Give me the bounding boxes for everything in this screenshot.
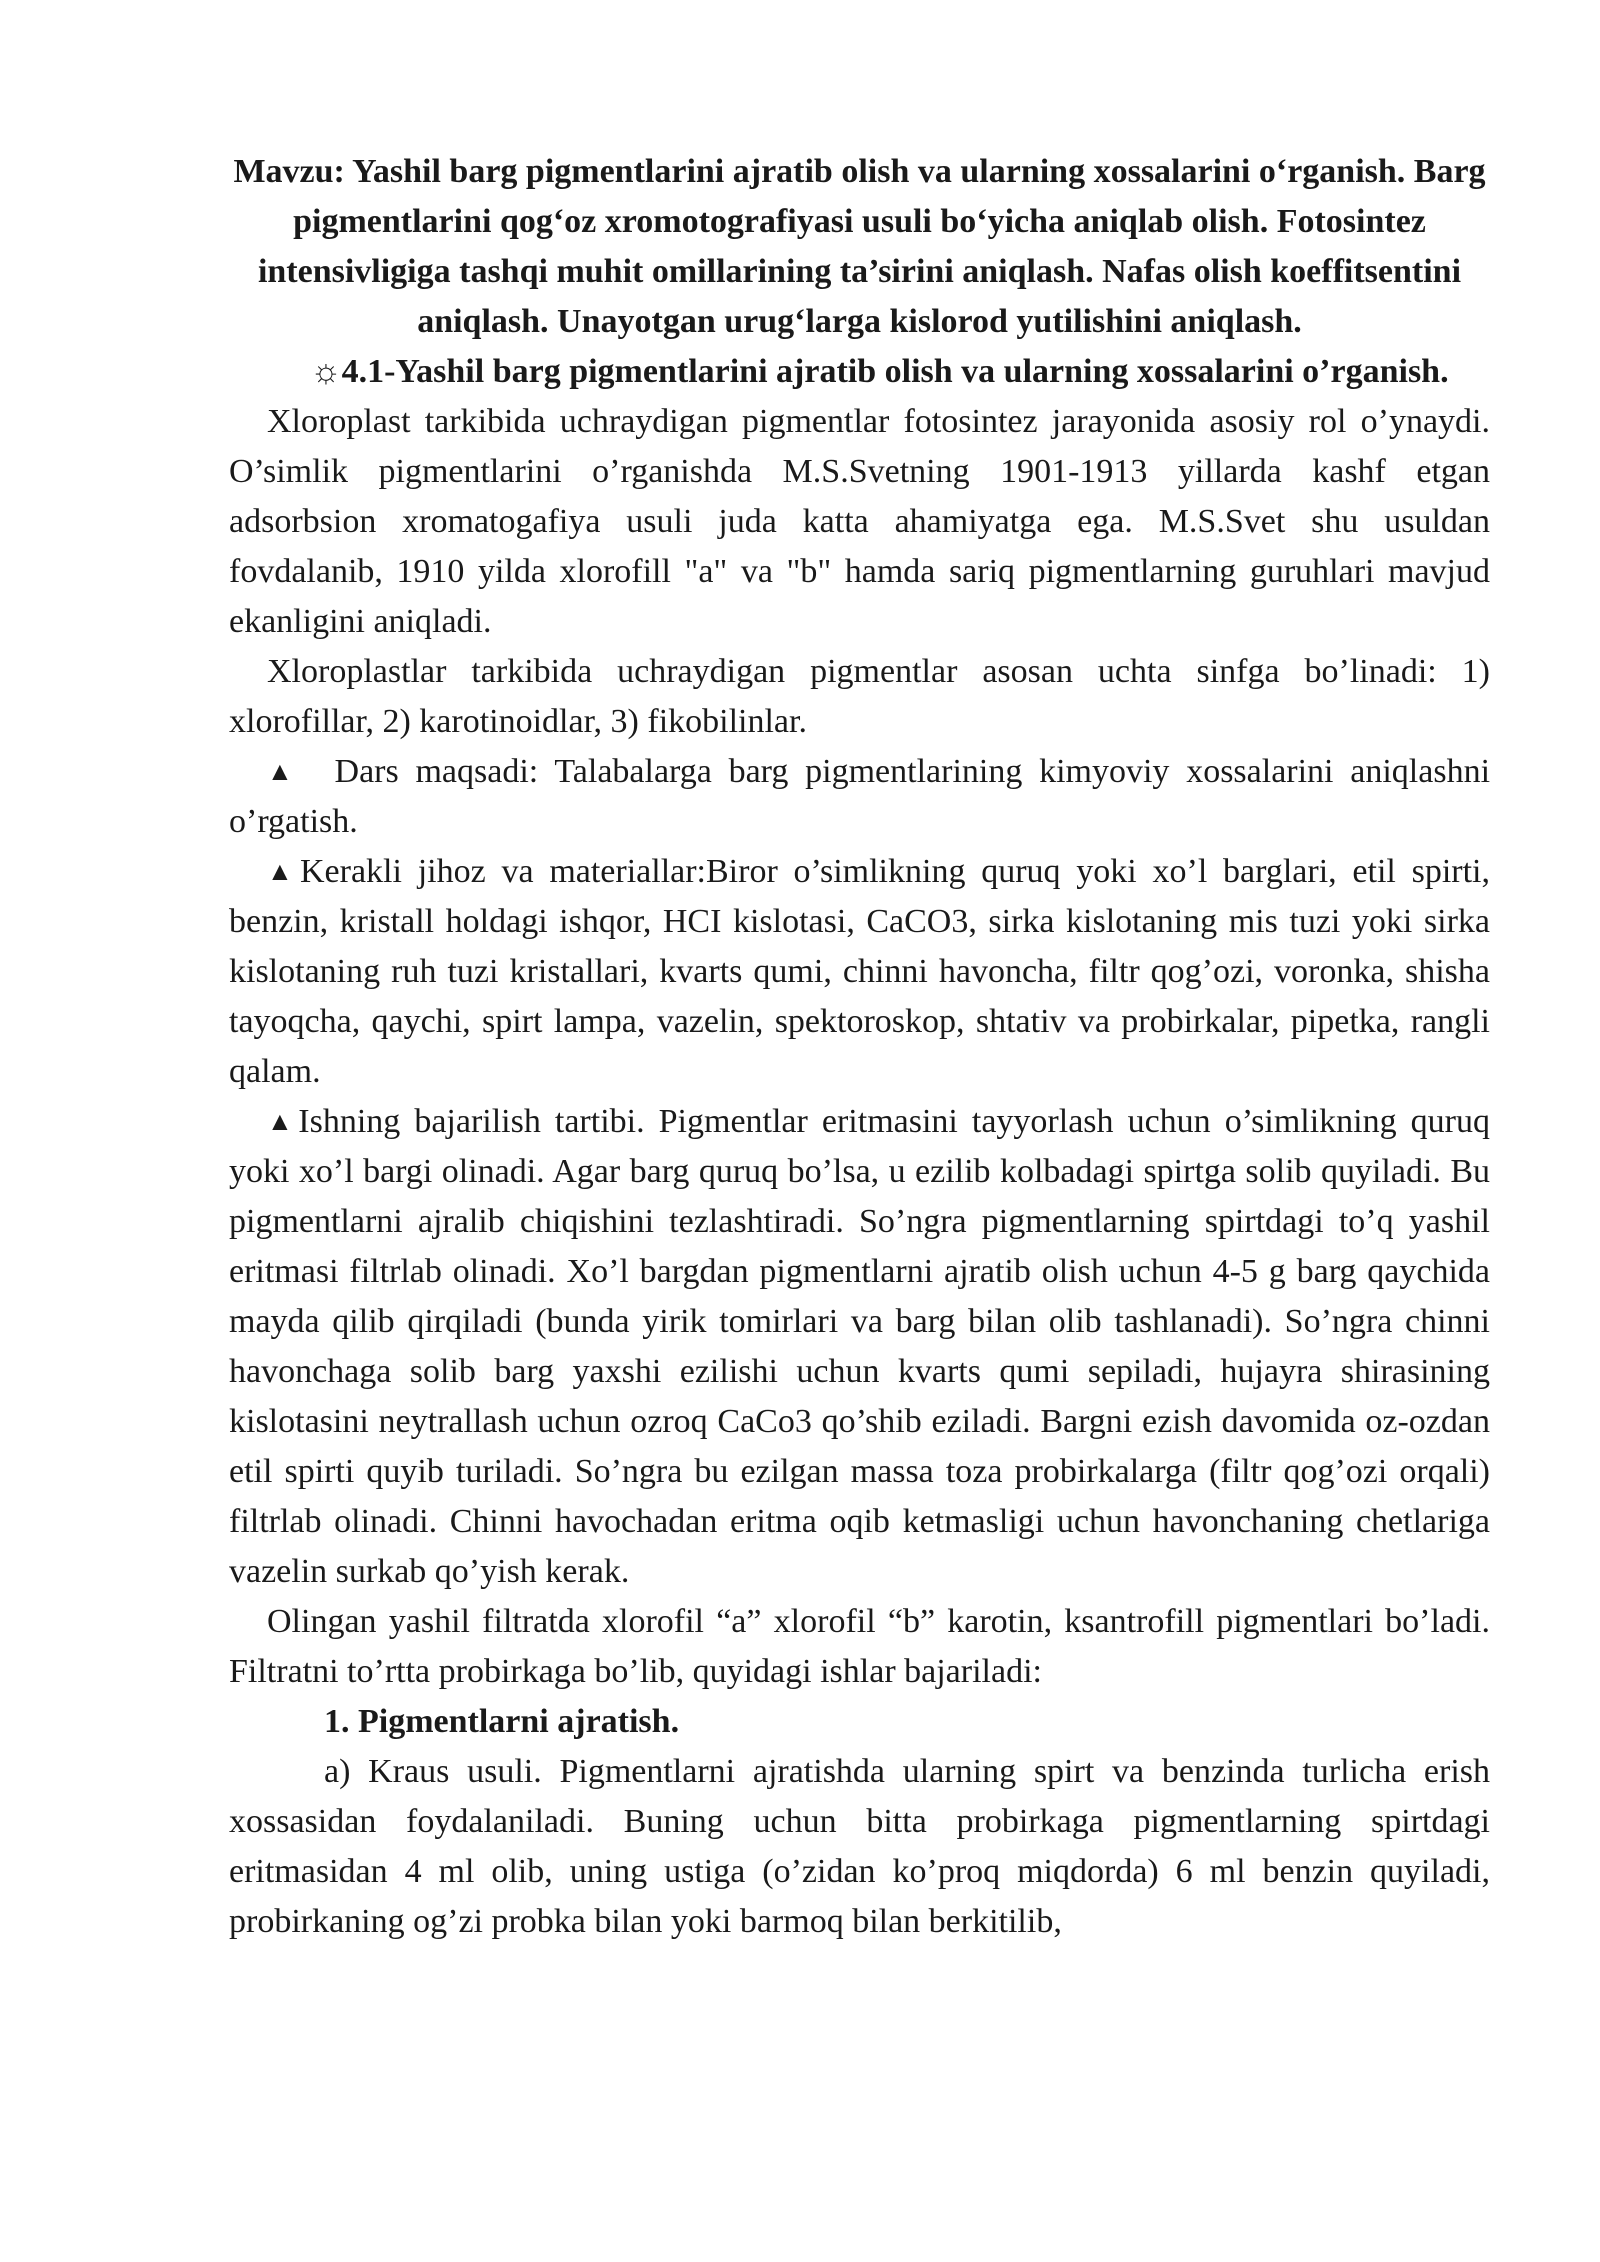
paragraph-filtrate: Olingan yashil filtratda xlorofil “a” xlorofil “b” karotin, ksantrofill pigmentlari bo’ladi. Filtratni to’rtta probirkaga bo’lib, quyidagi ishlar bajariladi: <box>229 1603 1490 1690</box>
sun-icon: ☼ <box>310 353 342 390</box>
heading-pigment-separation: 1. Pigmentlarni ajratish. <box>324 1703 680 1740</box>
document-body <box>229 147 1490 1947</box>
paragraph-pigment-classes: Xloroplastlar tarkibida uchraydigan pigmentlar asosan uchta sinfga bo’linadi: 1) xlorofillar, 2) karotinoidlar, 3) fikobilinlar. <box>229 653 1490 740</box>
triangle-bullet-icon: ▲ <box>267 1107 299 1136</box>
materials-text: Kerakli jihoz va materiallar:Biror o’simlikning quruq yoki xo’l barglari, etil spirti, benzin, kristall holdagi ishqor, HCI kislotasi, CaCO3, sirka kislotaning mis tuzi yoki sirka kislotaning ruh tuzi kristallari, kvarts qumi, chinni havoncha, filtr qog’ozi, voronka, shisha tayoqcha, qaychi, spirt lampa, vazelin, spektoroskop, shtativ va probirkalar, pipetka, rangli qalam. <box>229 853 1490 1090</box>
lesson-goal-text: Dars maqsadi: Talabalarga barg pigmentlarining kimyoviy xossalarini aniqlashni o’rgatish. <box>229 753 1491 840</box>
triangle-bullet-icon: ▲ <box>267 757 301 786</box>
section-title <box>229 347 1490 397</box>
paragraph-lesson-goal <box>229 747 1490 847</box>
paragraph-intro: Xloroplast tarkibida uchraydigan pigmentlar fotosintez jarayonida asosiy rol o’ynaydi. O’simlik pigmentlarini o’rganishda M.S.Svetning 1901-1913 yillarda kashf etgan adsorbsion xromatogafiya usuli juda katta ahamiyatga ega. M.S.Svet shu usuldan fovdalanib, 1910 yilda xlorofill "a" va "b" hamda sariq pigmentlarning guruhlari mavjud ekanligini aniqladi. <box>229 403 1490 640</box>
paragraph-kraus-method: a) Kraus usuli. Pigmentlarni ajratishda ularning spirt va benzinda turlicha erish xossasidan foydalaniladi. Buning uchun bitta probirkaga pigmentlarning spirtdagi eritmasidan 4 ml olib, uning ustiga (o’zidan ko’proq miqdorda) 6 ml benzin quyiladi, probirkaning og’zi probka bilan yoki barmoq bilan berkitilib, <box>229 1753 1490 1940</box>
document-title: Mavzu: Yashil barg pigmentlarini ajratib olish va ularning xossalarini o‘rganish. Barg pigmentlarini qog‘oz xromotografiyasi usuli bo‘yicha aniqlab olish. Fotosintez intensivligiga tashqi muhit omillarining ta’sirini aniqlash. Nafas olish koeffitsentini aniqlash. Unayotgan urug‘larga kislorod yutilishini aniqlash. <box>233 153 1486 340</box>
paragraph-procedure <box>229 1097 1490 1597</box>
paragraph-materials <box>229 847 1490 1097</box>
procedure-text: Ishning bajarilish tartibi. Pigmentlar eritmasini tayyorlash uchun o’simlikning quruq yoki xo’l bargi olinadi. Agar barg quruq bo’lsa, u ezilib kolbadagi spirtga solib quyiladi. Bu pigmentlarni ajralib chiqishini tezlashtiradi. So’ngra pigmentlarning spirtdagi to’q yashil eritmasi filtrlab olinadi. Xo’l bargdan pigmentlarni ajratib olish uchun 4-5 g barg qaychida mayda qilib qirqiladi (bunda yirik tomirlari va barg bilan olib tashlanadi). So’ngra chinni havonchaga solib barg yaxshi ezilishi uchun kvarts qumi sepiladi, hujayra shirasining kislotasini neytrallash uchun ozroq CaCo3 qo’shib eziladi. Bargni ezish davomida oz-ozdan etil spirti quyib turiladi. So’ngra bu ezilgan massa toza probirkalarga (filtr qog’ozi orqali) filtrlab olinadi. Chinni havochadan eritma oqib ketmasligi uchun havonchaning chetlariga vazelin surkab qo’yish kerak. <box>229 1103 1490 1590</box>
section-title-text: 4.1-Yashil barg pigmentlarini ajratib olish va ularning xossalarini o’rganish. <box>341 353 1449 390</box>
triangle-bullet-icon: ▲ <box>267 857 300 886</box>
